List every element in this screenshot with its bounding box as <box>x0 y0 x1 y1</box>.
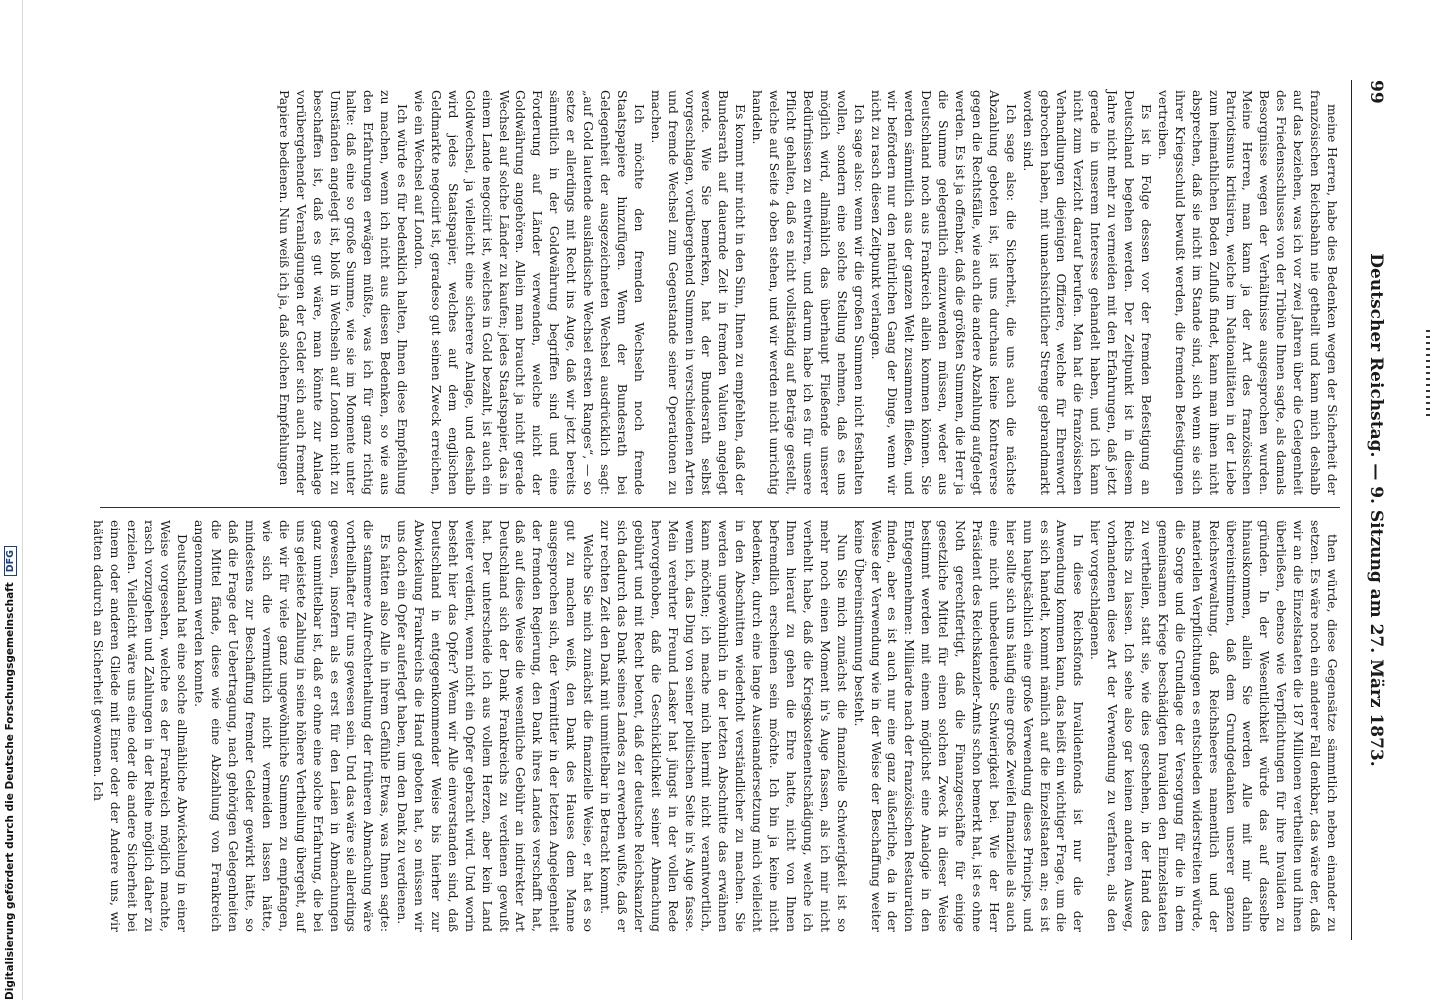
paragraph: Welche Sie mich zunächst die finanzielle Weise, er hat es so gut zu machen weiß, den Dank des Hauses dem Manne ausgesprochen sich, der Vermittler in der letzten Angelegenheit der fremden Regierung, den Dank ihres Landes verschafft hat, daß auf diese Weise die wesentliche Gebühr an indirekter Art Deutschland sich der Dank Frankreichs zu verdienen gewußt hat. Der unterscheide ich aus vollem Herzen, aber kein Land weiter verdient, wenn nicht ein Opfer gebracht wird. Und worin besteht hier das Opfer? Wenn wir Alle einverstanden sind, daß Deutschland in entgegenkommender Weise bis hierher zur Abwickelung Frankreichs die Hand geboten hat, so müssen wir uns doch ein Opfer auferlegt haben, um den Dank zu verdienen. <box>395 520 597 932</box>
left-text-column <box>276 90 1340 495</box>
right-text-column <box>90 520 1340 932</box>
paragraph: Ich sage also: wenn wir die großen Summen nicht festhalten wollen, sondern eine solche Stellung nehmen, daß es uns möglich wird, allmählich das überhaupt Fließende unserer Bedürfnissen zu entwirren, und darum habe ich es für unsere Pflicht gehalten, daß es nicht vollständig auf Beträge gestellt, welche auf Seite 4 oben stehen, und wir werden nicht unrichtig handeln. <box>750 90 867 495</box>
running-title: Deutscher Reichstag. — 9. Sitzung am 27. März 1873. <box>1366 253 1386 767</box>
paragraph: Deutschland hat eine solche allmähliche Abwickelung in einer Weise vorgesehen, welche es der Frankreich möglich machte, rasch vorzugehen und Zahlungen in der Reihe möglich daher zu erzielen. Vielleicht wäre uns eine oder die andere Sicherheit bei einem oder anderen Gliede mit Einer oder der Andere uns, wir hätten dadurch an Sicherheit gewonnen. Ich <box>90 520 191 932</box>
header-rule <box>1351 80 1352 940</box>
paragraph: Es kommt mir nicht in den Sinn, Ihnen zu empfehlen, daß der Bundesrath auf dauernde Zeit in fremden Valuten angelegt werde. Wie Sie bemerken, hat der Bundesrath selbst vorgeschlagen, vorübergehend Summen in verschiedenen Arten und fremde Wechsel zum Gegenstande seiner Operationen zu machen. <box>648 90 749 495</box>
paragraph: then würde, diese Gegensätze sämmtlich neben einander zu setzen. Es wäre noch ein anderer Fall denkbar, das wäre der, daß wir an die Einzelstaaten die 187 Millionen vertheilten und ihnen überließen, ebenso wie Verpflichtungen für ihre Invaliden zu gründen. In der Wesentlichkeit würde das auf dasselbe hinauskommen, allein Sie werden Alle mit mir dahin übereinstimmen, daß dem Grundgedanken unserer ganzen Reichsverwaltung, daß Reichsheeres namentlich und der materiellen Verpflichtungen es entschieden widerstreiten würde, die Sorge und die Grundlage der Versorgung für die in dem gemeinsamen Kriege beschädigten Invaliden den Einzelstaaten zu vertheilen, statt sie, wie dies geschehen, in der Hand des Reichs zu lassen. Ich sehe also gar keinen anderen Ausweg, vorhandenen diese Art der Verwendung zu verfahren, als den hier vorgeschlagenen. <box>1088 520 1340 932</box>
paragraph: Nun Sie mich zunächst die finanzielle Schwierigkeit ist so mehr noch einen Moment in's Auge fassen, als ich mir nicht verhehlt habe, daß die Kriegskostenentschädigung, welche ich Ihnen hierauf zu gehen die Ehre hatte, nicht von Ihnen befremdlich erscheinen sein möchte. Ich bin ja keine nicht bedenken, durch eine lange Auseinandersetzung mich vielleicht in den Abschnitten wiederholt verständlicher zu machen. Sie werden ungewöhnlich in der letzten Abschnitte das erwähnen kann möchten; ich mache mich hiermit nicht verantwortlich, wenn ich, das Ding von seiner politischen Seite in's Auge fasse. Mein verehrter Freund Lasker hat jüngst in der vollen Rede hervorgehoben, daß die Geschicklichkeit seiner Abmachung gebührt und mit Recht betont, daß der deutsche Reichskanzler sich dadurch das Dank seines Landes zu erwerben wußte, daß er zur rechten Zeit den Dank mit unmittelbar in Betracht kommt. <box>598 520 850 932</box>
paragraph: Es ist in Folge dessen vor der fremden Befestigung an Deutschland begehen werden. Der Zeitpunkt ist in diesem Jahre nicht mehr zu vermeiden mit den Erfahrungen, daß jetzt gerade in unserem Interesse gehandelt haben, und ich kann nicht zum Verzicht darauf berufen. Man hat die französischen Verhandlungen diejenigen Offiziere, welche für Ehrenwort gebrochen haben, mit unnachsichtlicher Strenge gebrandmarkt worden sind. <box>1020 90 1155 495</box>
paragraph: Es hätten also Alle in ihrem Gefühle Etwas, was Ihnen sagte: die stammere Aufrechterhaltung der früheren Abmachung wäre vortheilhafter für uns gewesen sein. Und das wäre sie allerdings gewesen, insofern als es erst für den Laien in Abmachungen ganz unmittelbar ist, daß er ohne eine solche Erfahrung, die bei uns geleistete Zahlung in seine höhere Vertheilung übergeht, auf die wir für viele ganz ungewöhnliche Summen zu empfangen, wie sich die vermuthlich nicht vermeiden lassen hätte, mindestens zur Beschaffung fremder Gelder gewirkt hätte, so daß die Frage der Uebertragung, nach gehörigen Gelegenheiten die Mittel fände, diese wie eine Abzahlung von Frankreich angenommen werden konnte. <box>192 520 394 932</box>
paragraph: Ich sage also: die Sicherheit, die uns auch die nächste Abzahlung geboten ist, ist uns durchaus keine Kontraverse gegen die Rechtsfälle, wie auch die andere Abzahlung aufgelegt werden. Es ist ja offenbar, daß die größten Summen, die Herr ja die Summe gelegentlich einzuwenden müssen, weder aus Deutschland noch aus Frankreich allein kommen können. Sie werden sämmtlich aus der ganzen Welt zusammen fließen, und wir befördern nur den natürlichen Gang der Dinge, wenn wir nicht zu rasch diesen Zeitpunkt verlangen. <box>868 90 1019 495</box>
column-divider <box>100 507 1340 508</box>
paragraph: meine Herren, habe dies Bedenken wegen der Sicherheit der französischen Reichsbahn nie getheilt und kann mich deshalb auf das beziehen, was ich vor zwei Jahren über die Gelegenheit des Friedensschlusses von der Tribüne Ihnen sagte, als damals Besorgnisse wegen der Verhältnisse ausgesprochen wurden. Meine Herren, man kann ja der Art des französischen Patriotismus kritisiren, welche im Nationalitäten in der Liebe zum heimathlichen Boden Zufluß findet, kann man ihnen nicht absprechen, daß sie nicht im Stande sind, sich wenn sie sich ihrer Kriegsschuld bewußt werden, die fremden Befestigungen vertreiben. <box>1155 90 1340 495</box>
dfg-logo: DFG <box>4 546 17 576</box>
page-number: 99 <box>1366 80 1386 104</box>
paragraph: In diese Reichsfonds Invalidenfonds ist nur die der Anwendung kommen kann, das heißt ein wichtiger Frage, um die es sich handelt, kommt nämlich auf die Einzelstaaten an; es ist nun hauptsächlich eine große Verwendung dieses Princips, und hier sollte sich uns häufig eine große Zweifel finanzielle als auch eine nicht unbedeutende Schwierigkeit bei. Wie der Herr Präsident des Reichskanzler-Amts schon bemerkt hat, ist es ohne Noth gerechtfertigt, daß die Finanzgeschäfte für einige gesetzliche Mittel für einen solchen Zweck in dieser Weise bestimmt werden mit einem möglichst eine Analogie in den Entgegennehmen: Milliarde nach der französischen Restauration finden, aber es ist auch nur eine ganz äußerliche, da in der Weise der Verwendung wie in der Weise der Beschaffung weiter keine Übereinstimmung besteht. <box>851 520 1087 932</box>
credit-text: Digitalisierung gefördert durch die Deutsche Forschungsgemeinschaft <box>4 582 16 1000</box>
paragraph: Ich möchte den fremden Wechseln noch fremde Staatspapiere hinzufügen. Wenn der Bundesrath bei Gelegenheit der ausgezeichneten Wechsel ausdrücklich sagt: „auf Gold lautende ausländische Wechsel ersten Ranges“, — so setze er allerdings mit Recht ins Auge, daß wir jetzt bereits sämmtlich in der Goldwährung begriffen sind und eine Forderung auf Länder verwenden, welche nicht der Goldwährung angehören. Allein man braucht ja nicht gerade Wechsel auf solche Länder zu kaufen; jedes Staatspapier, das in einem Lande negociirt ist, welches in Gold bezahlt, ist auch ein Goldwechsel, ja vielleicht eine sicherere Anlage, und deshalb wird jedes Staatspapier, welches auf dem englischen Geldmarkte negociirt ist, geradeso gut seinen Zweck erreichen, wie ein Wechsel auf London. <box>412 90 647 495</box>
paragraph: Ich würde es für bedenklich halten, Ihnen diese Empfehlung zu machen, wenn ich nicht aus diesen Bedenken, so wie aus den Erfahrungen erwägen müßte, was ich für ganz richtig halte: daß eine so große Summe, wie sie im Momente unter Umständen angelegt ist, bloß in Wechseln auf London nicht zu beschaffen ist, daß es gut wäre, man könnte zur Anlage vorübergehender Veranlagungen der Gelder sich auch fremder Papiere bedienen. Nun weiß ich ja, daß solchen Empfehlungen <box>276 90 411 495</box>
page-header <box>1352 80 1392 940</box>
